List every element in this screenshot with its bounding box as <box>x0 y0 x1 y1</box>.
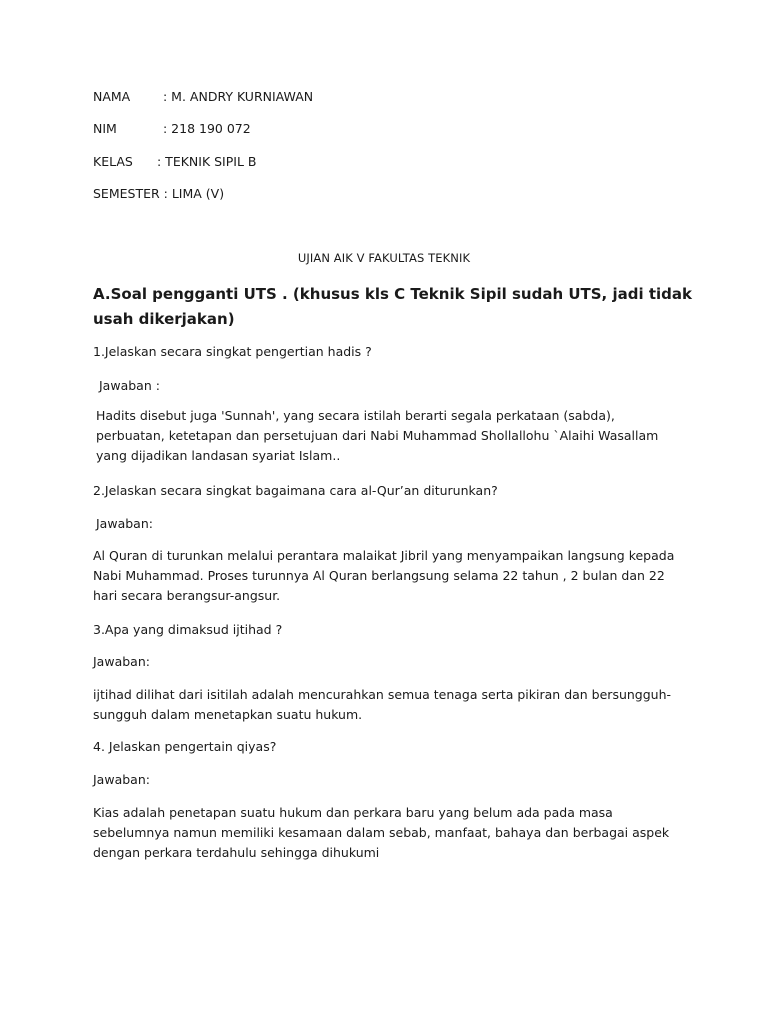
question-4: 4. Jelaskan pengertain qiyas? <box>93 739 277 754</box>
answer-label-2: Jawaban: <box>96 516 153 531</box>
nim-value: : 218 190 072 <box>163 121 251 136</box>
answer-label-1: Jawaban : <box>99 378 160 393</box>
answer-label-4: Jawaban: <box>93 772 150 787</box>
answer-3: ijtihad dilihat dari isitilah adalah mencurahkan semua tenaga serta pikiran dan bersungguh-sungguh dalam menetapkan suatu hukum. <box>93 687 672 722</box>
question-1: 1.Jelaskan secara singkat pengertian hadis ? <box>93 344 372 359</box>
exam-title: UJIAN AIK V FAKULTAS TEKNIK <box>297 251 471 265</box>
answer-1: Hadits disebut juga 'Sunnah', yang secara istilah berarti segala perkataan (sabda), perbuatan, ketetapan dan persetujuan dari Nabi Muhammad Shollallohu `Alaihi Wasallam yang dijadikan landasan syariat Islam.. <box>96 408 659 463</box>
answer-4: Kias adalah penetapan suatu hukum dan perkara baru yang belum ada pada masa sebelumnya namun memiliki kesamaan dalam sebab, manfaat, bahaya dan berbagai aspek dengan perkara terdahulu sehingga dihukumi <box>93 805 670 860</box>
answer-2: Al Quran di turunkan melalui perantara malaikat Jibril yang menyampaikan langsung kepada Nabi Muhammad. Proses turunnya Al Quran berlangsung selama 22 tahun , 2 bulan dan 22 hari secara berangsur-angsur. <box>93 548 675 603</box>
kelas-label: KELAS <box>93 154 133 169</box>
question-3: 3.Apa yang dimaksud ijtihad ? <box>93 622 283 637</box>
nama-row <box>93 87 313 107</box>
nim-label: NIM <box>93 121 117 136</box>
section-heading: A.Soal pengganti UTS . (khusus kls C Teknik Sipil sudah UTS, jadi tidak usah dikerjakan) <box>93 285 692 328</box>
semester-row: SEMESTER : LIMA (V) <box>93 186 225 201</box>
kelas-value: : TEKNIK SIPIL B <box>157 154 257 169</box>
nama-label: NAMA <box>93 89 131 104</box>
kelas-row <box>93 152 256 172</box>
nama-value: : M. ANDRY KURNIAWAN <box>163 89 314 104</box>
question-2: 2.Jelaskan secara singkat bagaimana cara al-Qur’an diturunkan? <box>93 483 498 498</box>
nim-row <box>93 119 251 139</box>
answer-label-3: Jawaban: <box>93 654 150 669</box>
